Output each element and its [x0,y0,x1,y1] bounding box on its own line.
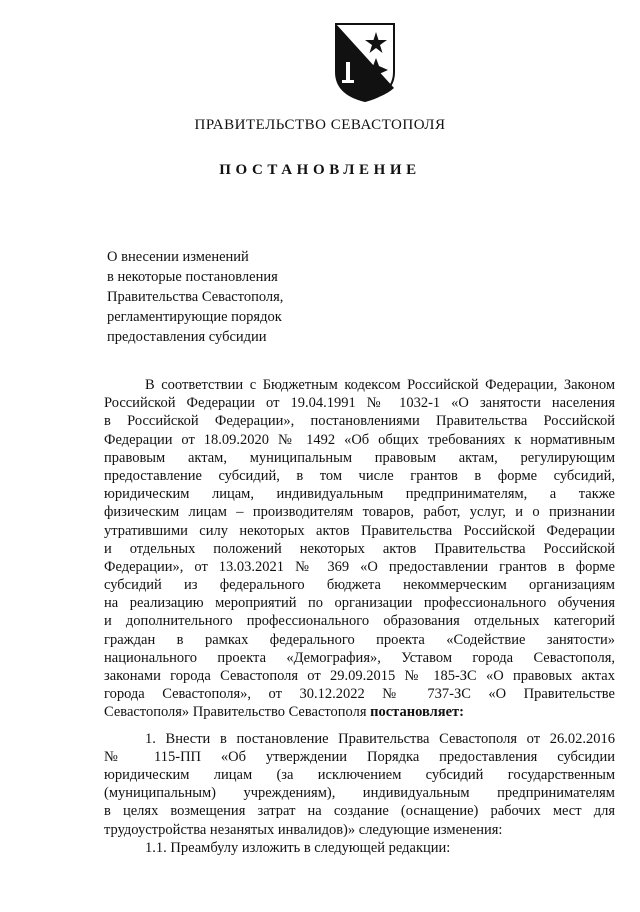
body-line: 1. Внести в постановление Правительства Севастополя от 26.02.2016 [145,730,615,747]
body-line: в целях возмещения затрат на создание (оснащение) рабочих мест для [104,803,615,820]
body-line: законами города Севастополя от 29.09.2015 № 185-ЗС «О правовых актах [104,668,615,684]
body-line: граждан в рамках федерального проекта «Содействие занятости» [104,631,615,648]
body-line: субсидий из федерального бюджета некоммерческим организациям [104,577,615,594]
subject-line: в некоторые постановления [107,269,278,285]
body-line-text: Севастополя» Правительство Севастополя [104,704,371,721]
body-line: Федерации от 18.09.2020 № 1492 «Об общих требованиях к нормативным [104,431,615,448]
body-line: физическим лицам – производителям товаров, работ, услуг, и о признании [104,504,615,521]
resolution-keyword: постановляет: [370,704,464,721]
body-line: в Российской Федерации», постановлениями Правительства Российской [104,413,615,430]
document-type-title: ПОСТАНОВЛЕНИЕ [219,162,421,178]
subject-line: Правительства Севастополя, [107,289,284,305]
body-line: и отдельных положений некоторых актов Правительства Российской [104,540,615,557]
body-line: на реализацию мероприятий по организации профессионального обучения [104,595,615,612]
paragraph-item-1-1 [104,839,615,857]
body-line: Российской Федерации от 19.04.1991 № 1032-1 «О занятости населения [104,395,615,412]
body-line: В соответствии с Бюджетным кодексом Российской Федерации, Законом [145,377,615,393]
body-line: предоставление субсидий, в том числе грантов в форме субсидий, [104,467,615,484]
body-line: города Севастополя», от 30.12.2022 № 737-ЗС «О Правительстве [104,686,615,703]
paragraph-preamble [104,376,615,722]
body-line: юридическим лицам, индивидуальным предпринимателям, а также [104,486,615,503]
body-line: утратившими силу некоторых актов Правительства Российской Федерации [104,522,615,539]
body-line: национального проекта «Демография», Уставом города Севастополя, [104,649,615,666]
body-line: Федерации», от 13.03.2021 № 369 «О предоставлении грантов в форме [104,558,615,575]
body-line: № 115-ПП «Об утверждении Порядка предоставления субсидии [104,748,615,765]
body-line: юридическим лицам (за исключением субсидий государственным [104,766,615,783]
subject-line: регламентирующие порядок [107,309,282,325]
document-body [104,376,615,857]
body-line: правовым актам, муниципальным правовым актам, регулирующим [104,449,615,466]
paragraph-item-1 [104,730,615,839]
body-line: 1.1. Преамбулу изложить в следующей редакции: [145,839,451,856]
government-name: ПРАВИТЕЛЬСТВО СЕВАСТОПОЛЯ [194,117,446,133]
body-line: и дополнительного профессионального образования отдельных категорий [104,613,615,630]
sevastopol-coat-of-arms-icon [332,22,398,102]
body-line-final [104,703,615,721]
body-line: (муниципальным) учреждениям), индивидуальным предпринимателям [104,785,615,802]
subject-line: предоставления субсидии [107,329,267,345]
subject-line: О внесении изменений [107,249,249,265]
document-subject [107,247,283,347]
body-line: трудоустройства незанятых инвалидов)» следующие изменения: [104,821,503,838]
